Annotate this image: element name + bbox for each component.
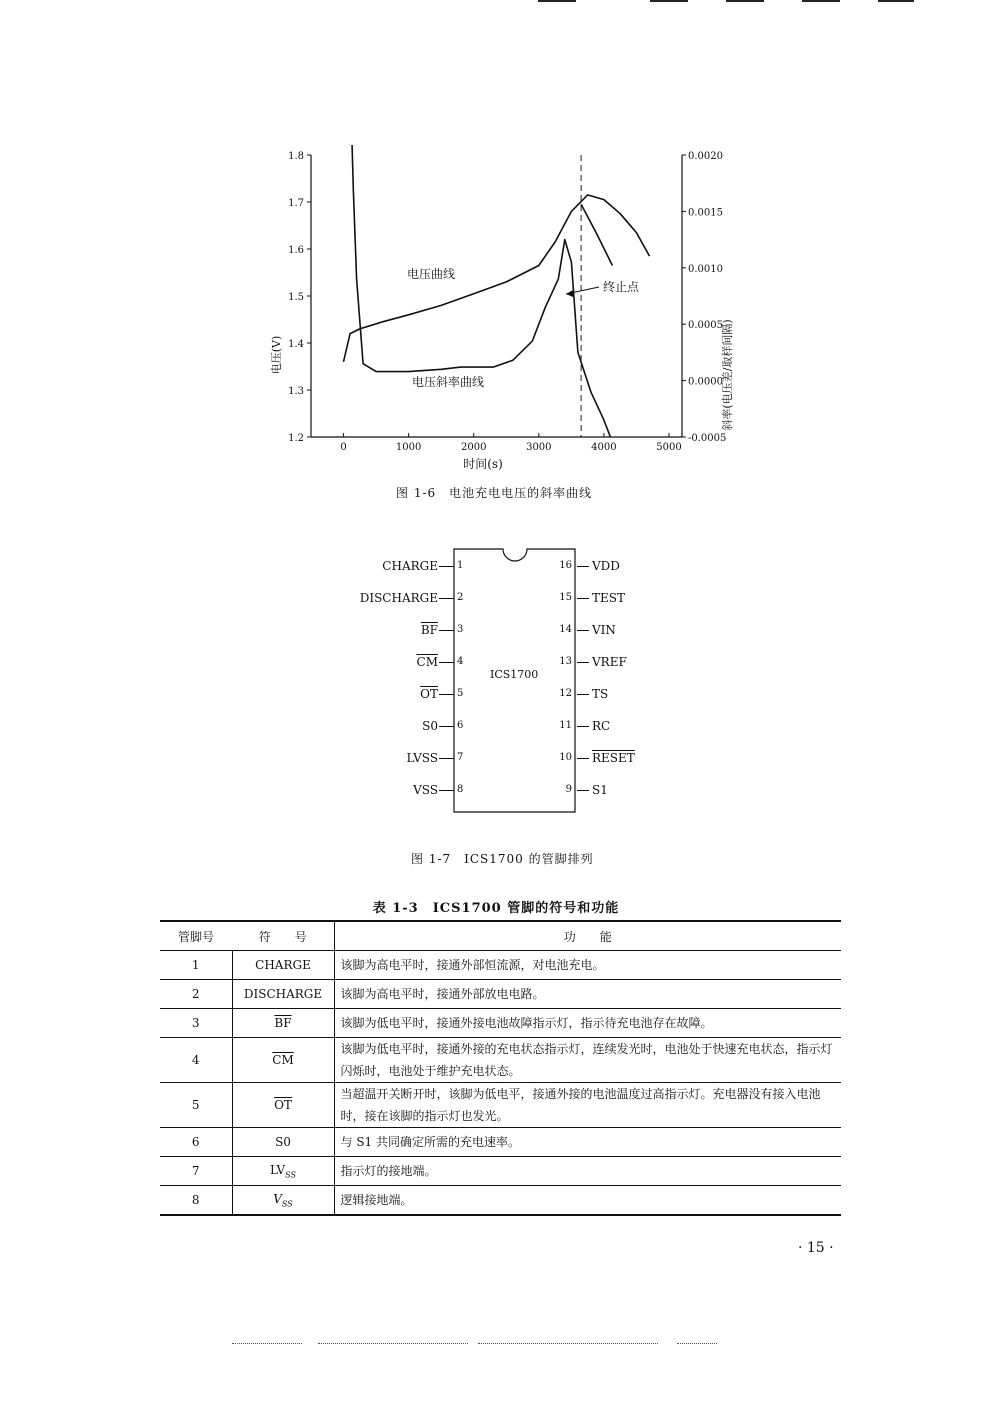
pin-name: S1 [592, 783, 608, 797]
pin-name: VDD [592, 559, 620, 573]
symbol-text: LV [269, 1162, 286, 1177]
symbol-text: V [273, 1191, 282, 1206]
footer-dots [478, 1343, 658, 1344]
function-cell: 该脚为低电平时，接通外接的充电状态指示灯，连续发光时，电池处于快速充电状态，指示灯闪烁时，电池处于维护充电状态。 [334, 1038, 841, 1083]
left-pin-label [340, 655, 438, 669]
right-pin-label [592, 655, 627, 669]
top-rule-3 [726, 0, 764, 2]
pin-number: 3 [457, 624, 464, 635]
pin-lead [577, 566, 589, 567]
pin-lead [439, 790, 454, 791]
pin-number: 14 [559, 624, 572, 635]
x-tick-label: 2000 [460, 442, 487, 453]
pin-name: DISCHARGE [359, 591, 438, 605]
y-tick-label: 1.7 [288, 198, 304, 209]
pin-number-cell: 8 [160, 1186, 232, 1216]
pin-number: 10 [559, 752, 572, 763]
y-tick-label: 1.6 [288, 245, 304, 256]
symbol-text: S0 [275, 1135, 291, 1149]
footer-dots [232, 1343, 302, 1344]
header-symbol: 符 号 [232, 921, 334, 951]
symbol-cell [232, 951, 334, 980]
table-row [160, 980, 841, 1009]
symbol-cell [232, 980, 334, 1009]
symbol-cell [232, 1009, 334, 1038]
left-pin-label [340, 719, 438, 733]
end-point-tangent-line [581, 204, 612, 265]
x-tick-label: 5000 [656, 442, 682, 453]
symbol-cell [232, 1083, 334, 1128]
table-row [160, 1083, 841, 1128]
pin-name: $\overline{CM}$ [416, 655, 438, 669]
function-cell: 该脚为低电平时，接通外接电池故障指示灯，指示待充电池存在故障。 [334, 1009, 841, 1038]
top-rule-1 [538, 0, 576, 2]
table-row [160, 1186, 841, 1216]
header-pin: 管脚号 [160, 921, 232, 951]
pin-name: RESET [592, 751, 635, 765]
pin-number-cell: 4 [160, 1038, 232, 1083]
x-tick-label: 0 [340, 442, 347, 453]
symbol-cell [232, 1128, 334, 1157]
pin-name: TS [592, 687, 609, 701]
pin-number: 16 [559, 560, 572, 571]
pin-name: RC [592, 719, 611, 733]
table-1-3-title: 表 1-3 ICS1700 管脚的符号和功能 [372, 901, 620, 916]
y2-tick-label: 0.0020 [688, 151, 723, 162]
slope-chart [255, 140, 775, 485]
pin-number-cell: 2 [160, 980, 232, 1009]
pin-name: VREF [592, 655, 627, 669]
symbol-cell [232, 1157, 334, 1186]
pin-name: $\overline{BF}$ [420, 623, 438, 637]
pin-lead [577, 726, 589, 727]
pin-function-table [160, 920, 841, 1216]
pin-number: 4 [457, 656, 464, 667]
x-axis-label: 时间(s) [463, 457, 503, 471]
pin-lead [439, 758, 454, 759]
pin-lead [439, 566, 454, 567]
y2-tick-label: 0.0010 [688, 263, 723, 275]
chart-axes [311, 155, 682, 437]
function-cell: 当超温开关断开时，该脚为低电平，接通外接的电池温度过高指示灯。充电器没有接入电池时，接在该脚的指示灯也发光。 [334, 1083, 841, 1128]
page-number: · 15 · [798, 1240, 834, 1256]
pin-lead [577, 694, 589, 695]
pin-lead [439, 694, 454, 695]
left-pin-label [340, 687, 438, 701]
x-tick-label: 4000 [591, 442, 617, 453]
function-cell: 该脚为高电平时，接通外部放电电路。 [334, 980, 841, 1009]
left-pin-label [340, 783, 438, 797]
y2-tick-label: 0.0005 [688, 320, 723, 332]
pin-number: 6 [457, 720, 464, 731]
right-pin-label [592, 751, 635, 765]
header-function: 功 能 [334, 921, 841, 951]
left-pin-label [340, 559, 438, 573]
figure-1-6-caption: 图 1-6 电池充电电压的斜率曲线 [396, 486, 593, 500]
pin-number: 8 [457, 784, 464, 795]
pin-lead [439, 630, 454, 631]
end-point-arrowhead [566, 290, 573, 297]
table-row [160, 1128, 841, 1157]
symbol-text: DISCHARGE [243, 987, 323, 1001]
table-row [160, 1157, 841, 1186]
symbol-cell [232, 1186, 334, 1216]
pin-number-cell: 5 [160, 1083, 232, 1128]
pin-name: VSS [413, 783, 438, 797]
symbol-text: $\overline{OT}$ [274, 1098, 292, 1112]
x-tick-label: 3000 [526, 442, 552, 453]
symbol-text: $\overline{BF}$ [274, 1016, 292, 1030]
pin-number: 9 [565, 784, 572, 795]
symbol-cell [232, 1038, 334, 1083]
ic-package-body [453, 548, 577, 814]
pin-lead [577, 662, 589, 663]
pin-number: 13 [559, 656, 572, 667]
pin-name: TEST [592, 591, 625, 605]
pin-name: VIN [592, 623, 616, 637]
pin-number: 11 [559, 720, 572, 731]
end-point-annotation: 终止点 [603, 280, 640, 294]
left-pin-label [340, 751, 438, 765]
pin-name: CHARGE [382, 559, 438, 573]
pin-number: 7 [457, 752, 464, 763]
function-cell: 指示灯的接地端。 [334, 1157, 841, 1186]
top-rule-2 [650, 0, 688, 2]
table-row [160, 1038, 841, 1083]
symbol-subscript: SS [281, 1199, 293, 1209]
y-tick-label: 1.2 [288, 433, 304, 444]
y-tick-label: 1.3 [288, 386, 304, 397]
symbol-text: CHARGE [255, 958, 311, 972]
right-pin-label [592, 591, 625, 605]
chip-label: ICS1700 [490, 668, 539, 681]
symbol-text: $\overline{CM}$ [272, 1053, 294, 1067]
slope-curve-annotation: 电压斜率曲线 [412, 375, 485, 389]
right-pin-label [592, 623, 616, 637]
top-rule-4 [802, 0, 840, 2]
left-pin-label [340, 623, 438, 637]
left-pin-label [340, 591, 438, 605]
figure-1-7-caption: 图 1-7 ICS1700 的管脚排列 [411, 852, 594, 866]
pin-number: 15 [559, 592, 572, 603]
y2-tick-label: -0.0005 [688, 433, 727, 444]
right-axis-label: 斜率(电压差/取样间隔) [721, 319, 734, 431]
symbol-subscript: SS [285, 1170, 297, 1180]
right-pin-label [592, 687, 608, 701]
pin-number-cell: 7 [160, 1157, 232, 1186]
function-cell: 该脚为高电平时，接通外部恒流源，对电池充电。 [334, 951, 841, 980]
table-row [160, 951, 841, 980]
voltage-curve-series [344, 195, 650, 362]
pin-number: 5 [457, 688, 464, 699]
pin-number-cell: 1 [160, 951, 232, 980]
pin-number: 12 [559, 688, 572, 699]
y2-tick-label: 0.0015 [688, 207, 723, 219]
left-axis-label: 电压(V) [270, 335, 283, 375]
right-pin-label [592, 783, 608, 797]
pin-lead [439, 662, 454, 663]
table-header-row [160, 921, 841, 951]
pin-number-cell: 6 [160, 1128, 232, 1157]
y-tick-label: 1.4 [288, 339, 304, 350]
y-tick-label: 1.8 [288, 151, 304, 162]
y2-tick-label: 0.0000 [688, 376, 723, 388]
slope-curve-series [351, 140, 610, 437]
right-pin-label [592, 559, 620, 573]
function-cell: 逻辑接地端。 [334, 1186, 841, 1216]
pin-name: S0 [422, 719, 438, 733]
top-rule-5 [878, 0, 914, 2]
right-pin-label [592, 719, 610, 733]
function-cell: 与 S1 共同确定所需的充电速率。 [334, 1128, 841, 1157]
pin-lead [577, 598, 589, 599]
pin-lead [439, 726, 454, 727]
voltage-curve-annotation: 电压曲线 [407, 267, 456, 281]
pin-name: $\overline{OT}$ [420, 687, 438, 701]
pin-number: 1 [457, 560, 464, 571]
pin-lead [577, 630, 589, 631]
pin-lead [439, 598, 454, 599]
footer-dots [677, 1343, 717, 1344]
pin-name: LVSS [406, 751, 438, 765]
pin-number-cell: 3 [160, 1009, 232, 1038]
footer-dots [318, 1343, 468, 1344]
pin-number: 2 [457, 592, 464, 603]
pin-lead [577, 790, 589, 791]
table-row [160, 1009, 841, 1038]
x-tick-label: 1000 [395, 442, 422, 453]
y-tick-label: 1.5 [288, 292, 304, 303]
pin-lead [577, 758, 589, 759]
